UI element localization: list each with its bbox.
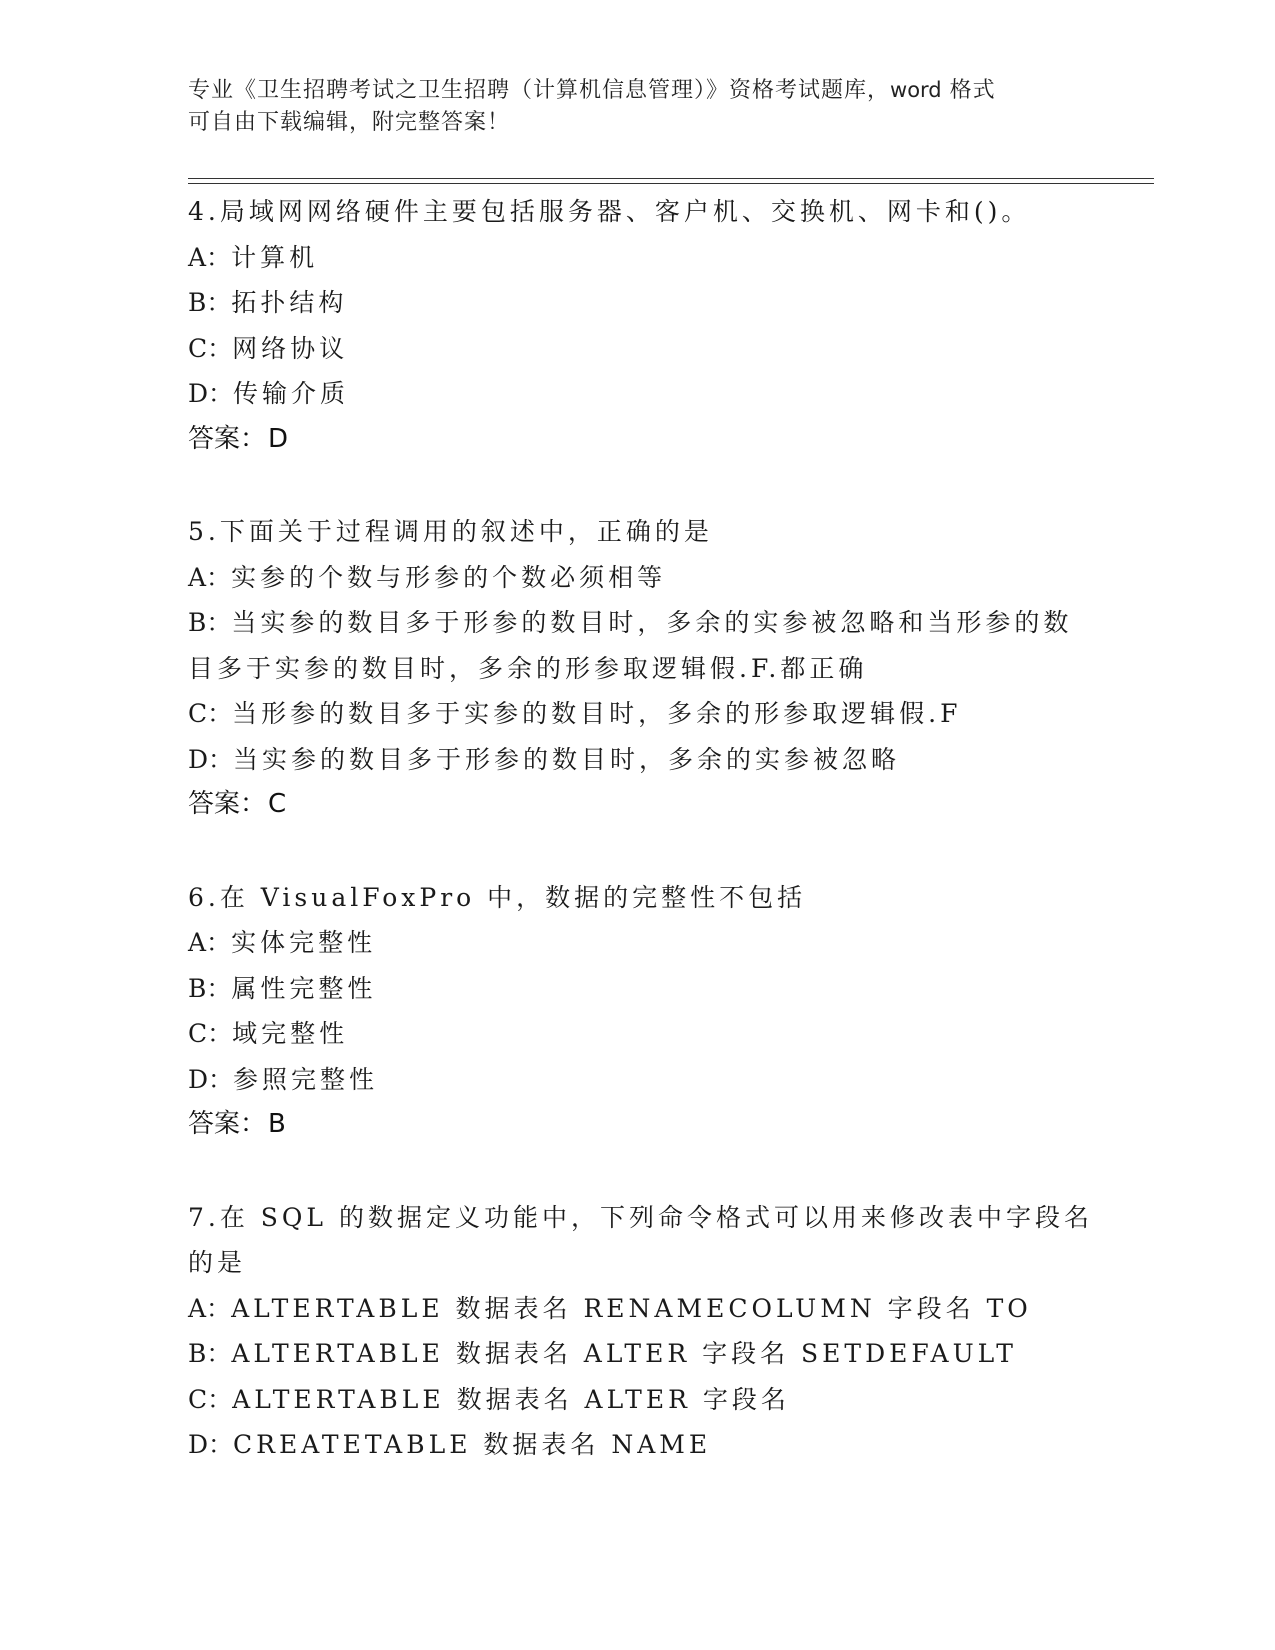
option-key: A：	[188, 1293, 232, 1323]
answer-value: D	[268, 423, 289, 454]
option-text: ALTERTABLE 数据表名 ALTER 字段名	[232, 1384, 790, 1414]
option-key: C：	[188, 1384, 233, 1414]
question-block	[188, 189, 1088, 462]
question-option	[188, 235, 1088, 281]
question-stem: 4.局域网网络硬件主要包括服务器、客户机、交换机、网卡和()。	[188, 197, 1031, 226]
option-text: CREATETABLE 数据表名 NAME	[233, 1430, 712, 1459]
question-stem: 6.在 VisualFoxPro 中，数据的完整性不包括	[188, 882, 807, 912]
option-text: 当实参的数目多于形参的数目时，多余的实参被忽略	[233, 744, 901, 774]
option-key: C：	[188, 1019, 233, 1048]
option-key: B：	[188, 608, 232, 637]
question-option	[188, 1422, 1088, 1468]
option-key: D：	[188, 379, 234, 408]
option-key: A：	[188, 242, 232, 272]
option-key: C：	[188, 333, 233, 363]
header-text-word: word	[890, 78, 942, 102]
option-text: 参照完整性	[233, 1064, 379, 1094]
option-key: B：	[188, 1339, 232, 1368]
question-option	[188, 600, 1088, 646]
answer-line	[188, 782, 1088, 828]
document-header	[188, 74, 1088, 139]
question-option	[188, 371, 1088, 417]
option-key: A：	[188, 928, 232, 957]
question-option	[188, 555, 1088, 601]
question-option	[188, 691, 1088, 737]
header-divider-bottom	[188, 183, 1154, 184]
header-text-1b: 格式	[941, 78, 996, 103]
option-text: 传输介质	[233, 379, 350, 408]
question-list	[188, 189, 1093, 1468]
answer-line	[188, 1102, 1088, 1148]
header-line-2: 可自由下载编辑，附完整答案！	[188, 110, 511, 135]
option-text: 实参的个数与形参的个数必须相等	[231, 562, 667, 592]
question-option	[188, 737, 1088, 783]
option-key: B：	[188, 288, 232, 317]
option-key: A：	[188, 562, 232, 592]
question-option: 目多于实参的数目时，多余的形参取逻辑假.F.都正确	[188, 653, 868, 683]
option-text: ALTERTABLE 数据表名 RENAMECOLUMN 字段名 TO	[231, 1293, 1032, 1323]
question-block	[188, 875, 1088, 1148]
option-key: D：	[188, 1064, 234, 1094]
header-text-1a: 专业《卫生招聘考试之卫生招聘（计算机信息管理）》资格考试题库，	[188, 78, 891, 103]
question-stem: 7.在 SQL 的数据定义功能中，下列命令格式可以用来修改表中字段名	[188, 1202, 1093, 1232]
answer-value: C	[268, 789, 287, 819]
question-option	[188, 1377, 1088, 1423]
option-text: 当形参的数目多于实参的数目时，多余的形参取逻辑假.F	[232, 699, 962, 728]
question-option	[188, 280, 1088, 326]
question-option	[188, 1286, 1088, 1332]
option-key: B：	[188, 973, 232, 1003]
option-key: D：	[188, 744, 234, 774]
option-key: C：	[188, 699, 233, 728]
option-text: ALTERTABLE 数据表名 ALTER 字段名 SETDEFAULT	[231, 1339, 1017, 1368]
header-divider-top	[188, 178, 1154, 179]
option-text: 属性完整性	[231, 973, 377, 1003]
header-line-1	[188, 74, 1088, 107]
option-text: 计算机	[231, 242, 319, 272]
answer-label: 答案：	[188, 1109, 267, 1139]
option-text: 实体完整性	[231, 928, 377, 957]
answer-label: 答案：	[188, 789, 267, 819]
question-option	[188, 1057, 1088, 1103]
option-text: 域完整性	[232, 1019, 349, 1048]
question-option	[188, 326, 1088, 372]
question-option	[188, 920, 1088, 966]
option-text: 当实参的数目多于形参的数目时，多余的实参被忽略和当形参的数	[231, 608, 1073, 637]
question-block	[188, 509, 1088, 828]
question-stem: 的是	[188, 1248, 247, 1277]
option-key: D：	[188, 1430, 234, 1459]
question-stem: 5.下面关于过程调用的叙述中，正确的是	[188, 517, 713, 546]
option-text: 网络协议	[232, 333, 349, 363]
answer-value: B	[268, 1109, 286, 1139]
option-text: 拓扑结构	[231, 288, 348, 317]
question-option	[188, 966, 1088, 1012]
question-option	[188, 1331, 1088, 1377]
answer-line	[188, 417, 1088, 463]
question-option	[188, 1011, 1088, 1057]
question-block	[188, 1195, 1093, 1468]
answer-label: 答案：	[188, 423, 267, 454]
